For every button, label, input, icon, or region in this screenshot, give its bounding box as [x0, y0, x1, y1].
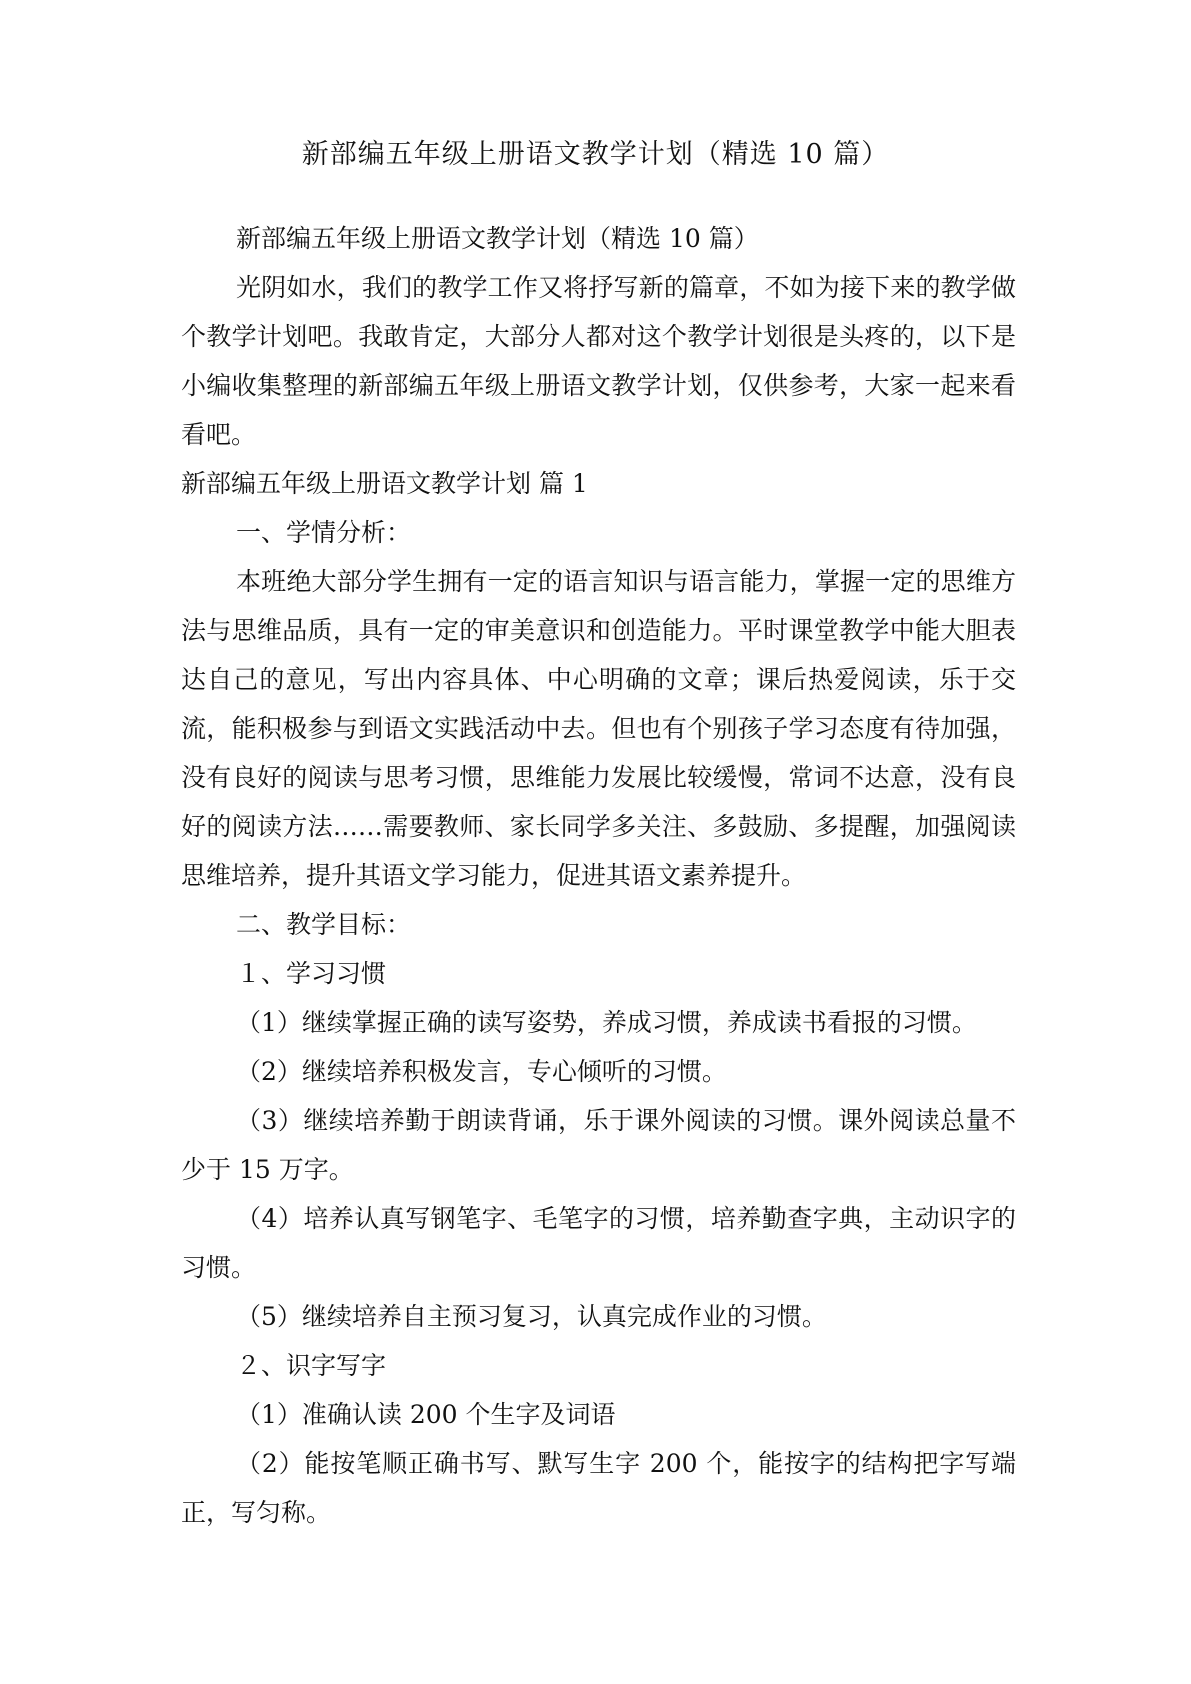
goal-heading-literacy: ２、识字写字 [236, 1351, 387, 1380]
goal-heading-habits: １、学习习惯 [236, 959, 387, 988]
heading-goals: 二、教学目标： [236, 910, 412, 939]
document-body [181, 214, 1016, 1537]
literacy-item-1: （1）准确认读 200 个生字及词语 [236, 1400, 616, 1429]
habit-item-5: （5）继续培养自主预习复习，认真完成作业的习惯。 [236, 1302, 827, 1331]
subtitle-paragraph: 新部编五年级上册语文教学计划（精选 10 篇） [236, 224, 759, 253]
analysis-paragraph: 本班绝大部分学生拥有一定的语言知识与语言能力，掌握一定的思维方法与思维品质，具有一定的审美意识和创造能力。平时课堂教学中能大胆表达自己的意见，写出内容具体、中心明确的文章；课后热爱阅读，乐于交流，能积极参与到语文实践活动中去。但也有个别孩子学习态度有待加强，没有良好的阅读与思考习惯，思维能力发展比较缓慢，常词不达意，没有良好的阅读方法……需要教师、家长同学多关注、多鼓励、多提醒，加强阅读思维培养，提升其语文学习能力，促进其语文素养提升。 [181, 567, 1016, 890]
section-heading: 新部编五年级上册语文教学计划 篇 1 [181, 469, 588, 498]
habit-item-2: （2）继续培养积极发言，专心倾听的习惯。 [236, 1057, 727, 1086]
habit-item-1: （1）继续掌握正确的读写姿势，养成习惯，养成读书看报的习惯。 [236, 1008, 977, 1037]
habit-item-3: （3）继续培养勤于朗读背诵，乐于课外阅读的习惯。课外阅读总量不少于 15 万字。 [181, 1106, 1016, 1184]
document-title: 新部编五年级上册语文教学计划（精选 10 篇） [301, 139, 890, 170]
heading-analysis: 一、学情分析： [236, 518, 412, 547]
literacy-item-2: （2）能按笔顺正确书写、默写生字 200 个，能按字的结构把字写端正，写匀称。 [181, 1449, 1016, 1527]
habit-item-4: （4）培养认真写钢笔字、毛笔字的习惯，培养勤查字典，主动识字的习惯。 [181, 1204, 1016, 1282]
intro-paragraph: 光阴如水，我们的教学工作又将抒写新的篇章，不如为接下来的教学做个教学计划吧。我敢肯定，大部分人都对这个教学计划很是头疼的，以下是小编收集整理的新部编五年级上册语文教学计划，仅供参考，大家一起来看看吧。 [181, 273, 1016, 449]
